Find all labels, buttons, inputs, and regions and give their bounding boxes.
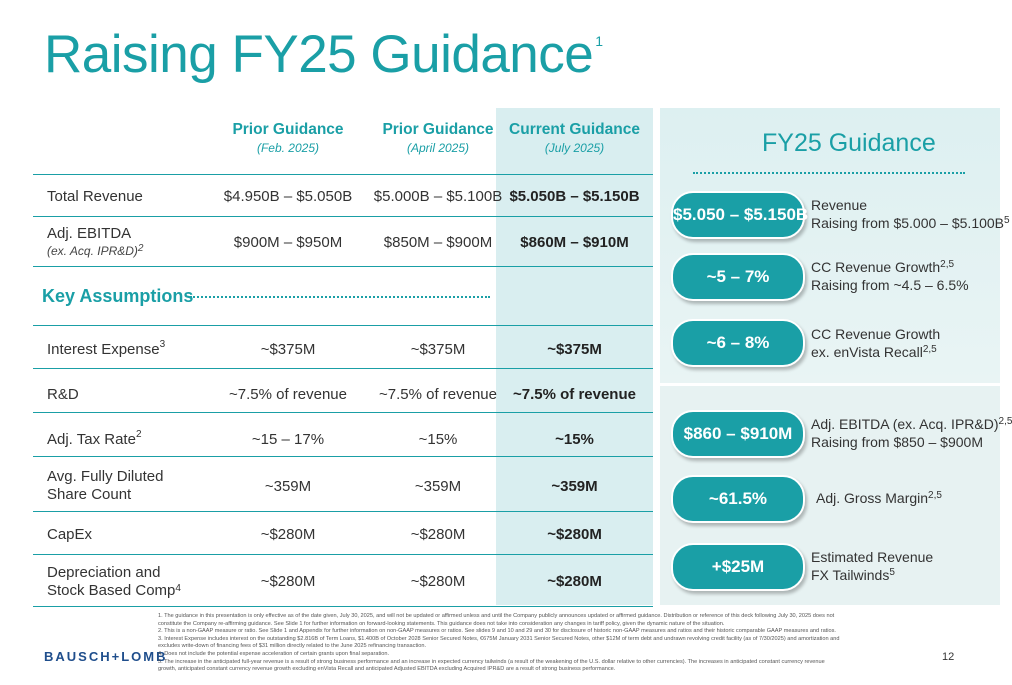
cell-value: ~$375M bbox=[260, 341, 316, 358]
row-label: Adj. Tax Rate$^2$ bbox=[47, 429, 142, 448]
table-row bbox=[33, 216, 653, 267]
cell-value: ~15% bbox=[555, 431, 594, 448]
key-assumptions-divider bbox=[190, 296, 490, 298]
panel-title: FY25 Guidance bbox=[762, 129, 936, 157]
table-row bbox=[33, 456, 653, 512]
row-label: Avg. Fully Diluted Share Count bbox=[47, 468, 164, 503]
table-row bbox=[33, 325, 653, 369]
cell-value: ~$375M bbox=[547, 341, 602, 358]
cell-value: ~7.5% of revenue bbox=[513, 386, 636, 403]
footnote-line: 1. The guidance in this presentation is only effective as of the date given, July 30, 2025, and will not be updated or affirmed unless and until the Company publicly announces updated or affirmed guidance. Distribution or reference of this deck following July 30, 2025 does not bbox=[158, 613, 835, 619]
cell-value: $4.950B – $5.050B bbox=[223, 188, 353, 205]
cell-value: $5.000B – $5.100B bbox=[373, 188, 503, 205]
table-divider bbox=[33, 266, 653, 267]
footnote-line: excludes write-down of financing fees of $31 million directly related to the June 2025 refinancing transaction. bbox=[158, 643, 427, 650]
footnote-line: 3. Interest Expense includes interest on the outstanding $2.816B of Term Loans, $1.400B of October 2028 Senior Secured Notes, €675M January 2031 Senior Secured Notes, other $12M of term debt and undrawn revolving credit facility (as of 7/30/2025) and amortization and bbox=[158, 635, 840, 642]
row-label: CapEx bbox=[47, 526, 93, 543]
row-label: Interest Expense$^3$ bbox=[47, 339, 166, 358]
cell-value: ~7.5% of revenue bbox=[378, 386, 497, 403]
title-footnote-ref: 1 bbox=[595, 33, 603, 49]
table-row bbox=[33, 368, 653, 413]
cell-value: ~359M bbox=[414, 478, 462, 495]
column-header-current: Current Guidance (July 2025) bbox=[509, 121, 640, 155]
cell-value: ~359M bbox=[264, 478, 312, 495]
cell-value: $900M – $950M bbox=[233, 234, 343, 251]
footnotes bbox=[158, 613, 898, 674]
guidance-pill-revenue: $5.050 – $5.150B bbox=[671, 191, 805, 239]
footnote-line: 4. Does not include the potential expense acceleration of certain grants upon final separation. bbox=[158, 650, 390, 657]
column-header-april: Prior Guidance (April 2025) bbox=[382, 121, 494, 155]
cell-value: ~$280M bbox=[410, 526, 466, 543]
guidance-desc-ebitda: Adj. EBITDA (ex. Acq. IPR&D)$^{2,5}$ Raising from $850 – $900M bbox=[811, 416, 1012, 450]
row-label: R&D bbox=[47, 386, 79, 403]
cell-value: ~$280M bbox=[260, 573, 316, 590]
table-row bbox=[33, 511, 653, 555]
panel-title-divider bbox=[693, 172, 965, 174]
footnote-line: growth, anticipated constant currency revenue growth excluding enVista Recall and anticipated Adjusted EBITDA excluding Acquired IPR&D are a result of strong business performance. bbox=[158, 666, 616, 673]
row-label: Adj. EBITDA (ex. Acq. IPR&D)$^2$ bbox=[47, 225, 144, 258]
cell-value: ~$280M bbox=[260, 526, 316, 543]
guidance-pill-gross-margin: ~61.5% bbox=[671, 475, 805, 523]
row-label: Total Revenue bbox=[47, 188, 143, 205]
guidance-desc-cc-growth-ex-recall: CC Revenue Growth ex. enVista Recall$^{2,5}$ bbox=[811, 326, 941, 360]
footnote-line: 2. This is a non-GAAP measure or ratio. See Slide 1 and Appendix for further information on non-GAAP measures or ratios. See slides 9 and 10 and 29 and 30 for disclosure of historic non-GAAP measures and ratios and their historic comparable GAAP measures and ratios. bbox=[158, 628, 836, 635]
table-row bbox=[33, 554, 653, 607]
column-header-feb: Prior Guidance (Feb. 2025) bbox=[232, 121, 344, 155]
guidance-pill-ebitda: $860 – $910M bbox=[671, 410, 805, 458]
cell-value: ~$375M bbox=[410, 341, 466, 358]
page-title: Raising FY25 Guidance $^1$ bbox=[44, 25, 603, 84]
footnote-line: 5. The increase in the anticipated full-year revenue is a result of strong business performance and an increase in expected currency tailwinds (a result of the weakening of the U.S. dollar relative to other currencies). The increases in anticipated constant currency revenue bbox=[158, 658, 825, 665]
cell-value: $860M – $910M bbox=[520, 234, 629, 251]
cell-value: $5.050B – $5.150B bbox=[509, 188, 640, 205]
guidance-pill-cc-growth-ex-recall: ~6 – 8% bbox=[671, 319, 805, 367]
guidance-desc-revenue: Revenue Raising from $5.000 – $\$5.100B^5$ bbox=[811, 197, 1010, 231]
cell-value: ~359M bbox=[551, 478, 598, 495]
cell-value: $850M – $900M bbox=[383, 234, 493, 251]
guidance-desc-fx: Estimated Revenue FX Tailwinds$^5$ bbox=[811, 549, 934, 583]
cell-value: ~$280M bbox=[547, 573, 602, 590]
guidance-pill-cc-growth: ~5 – 7% bbox=[671, 253, 805, 301]
table-row bbox=[33, 412, 653, 457]
key-assumptions-heading: Key Assumptions bbox=[42, 286, 194, 306]
cell-value: ~7.5% of revenue bbox=[228, 386, 347, 403]
guidance-desc-gross-margin: Adj. Gross Margin$^{2,5}$ bbox=[816, 490, 942, 506]
page-number: 12 bbox=[942, 651, 955, 663]
cell-value: ~15 – 17% bbox=[251, 431, 325, 448]
table-row bbox=[33, 174, 653, 217]
company-logo: BAUSCH+LOMB bbox=[44, 649, 168, 664]
row-label: Depreciation and Stock Based Comp$^4$ bbox=[47, 564, 181, 599]
guidance-desc-cc-growth: CC Revenue Growth$^{2,5}$ Raising from ~4.5 – 6.5% bbox=[811, 259, 969, 293]
guidance-pill-fx: +$25M bbox=[671, 543, 805, 591]
cell-value: ~15% bbox=[418, 431, 458, 448]
cell-value: ~$280M bbox=[547, 526, 602, 543]
footnote-line: constitute the Company re-affirming guidance. See Slide 1 for further information on forward-looking statements. This guidance does not take into consideration any changes in tariff policy, given the dynamic nature of the situation. bbox=[158, 620, 725, 627]
cell-value: ~$280M bbox=[410, 573, 466, 590]
